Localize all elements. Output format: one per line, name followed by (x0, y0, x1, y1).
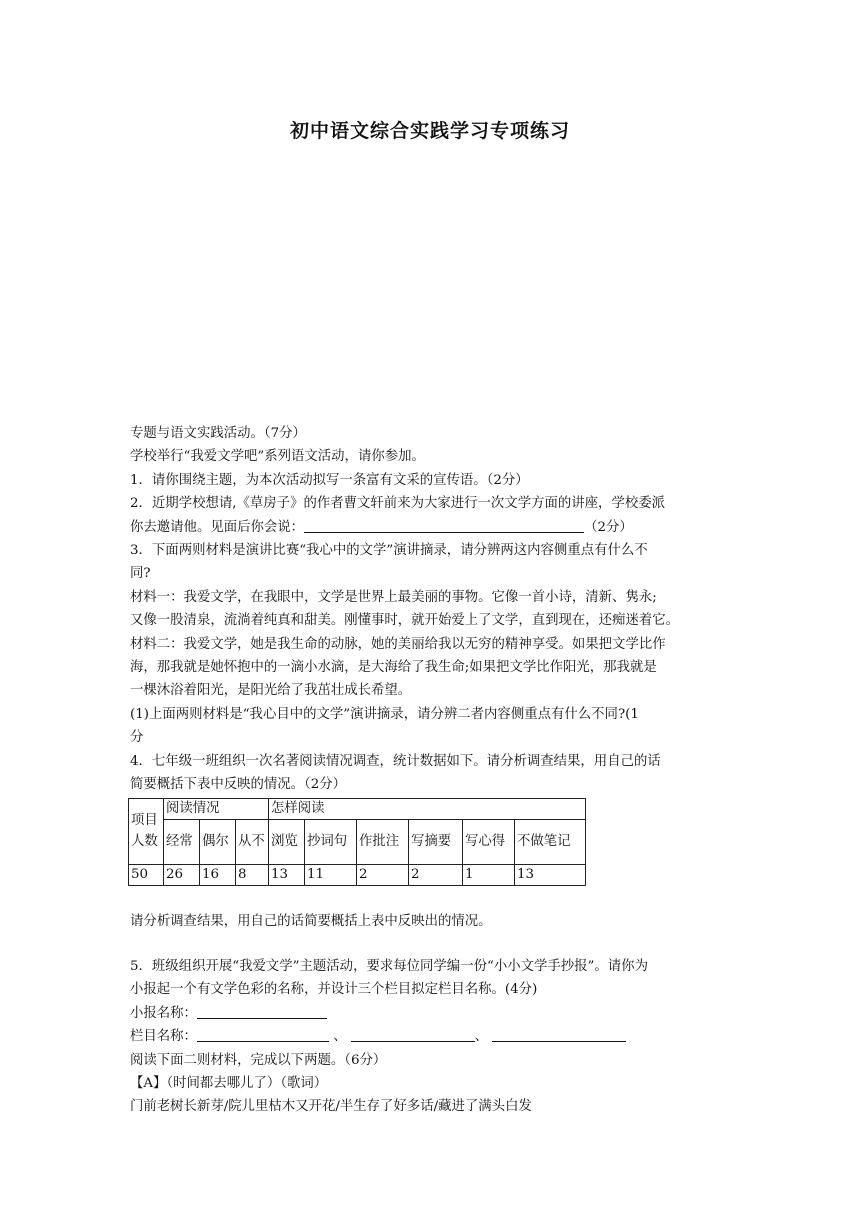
separator: 、 (328, 1029, 347, 1045)
material-2-line3: 一棵沐浴着阳光，是阳光给了我茁壮成长希望。 (130, 683, 412, 699)
material-a-heading: 【A】（时间都去哪儿了）（歌词） (130, 1075, 328, 1091)
material-2-line1: 材料二：我爱文学，她是我生命的动脉，她的美丽给我以无穷的精神享受。如果把文学比作 (130, 636, 666, 652)
table-cell: 26 (164, 864, 200, 885)
table-cell: 16 (200, 864, 236, 885)
question-5-line1: 5．班级组织开展“我爱文学”主题活动，要求每位同学编一份“小小文学手抄报”。请你为 (130, 958, 648, 974)
table-subheader-row (129, 819, 586, 864)
table-header-cell: 项目人数 (129, 798, 164, 864)
question-4-line1: 4．七年级一班组织一次名著阅读情况调查，统计数据如下。请分析调查结果，用自己的话 (130, 753, 661, 769)
reading-instruction: 阅读下面二则材料，完成以下两题。（6分） (130, 1052, 387, 1068)
table-header-row (129, 798, 586, 819)
material-1-line2: 又像一股清泉，流淌着纯真和甜美。刚懂事时，就开始爱上了文学，直到现在，还痴迷着它。 (130, 613, 680, 629)
newspaper-name-line (130, 1002, 732, 1025)
table-header-cell: 浏览 (269, 819, 305, 864)
material-1-line1: 材料一：我爱文学，在我眼中，文学是世界上最美丽的事物。它像一首小诗，清新、隽永; (130, 589, 657, 605)
table-header-cell: 从不 (236, 819, 269, 864)
newspaper-name-label: 小报名称： (130, 1005, 197, 1021)
question-2-prompt: 你去邀请他。见面后你会说： (130, 519, 305, 535)
table-cell: 2 (409, 864, 463, 885)
table-header-cell: 写摘要 (409, 819, 463, 864)
table-group-header: 怎样阅读 (269, 798, 586, 819)
question-2-line2 (130, 516, 732, 539)
document-body (130, 422, 732, 1119)
table-header-cell: 偶尔 (200, 819, 236, 864)
question-2-line1: 2．近期学校想请,《草房子》的作者曹文轩前来为大家进行一次文学方面的讲座，学校委派 (130, 496, 666, 512)
material-2-line2: 海，那我就是她怀抱中的一滴小水滴，是大海给了我生命;如果把文学比作阳光，那我就是 (130, 660, 657, 676)
table-header-cell: 不做笔记 (515, 819, 586, 864)
question-4-line2: 简要概括下表中反映的情况。（2分） (130, 777, 347, 793)
table-cell: 50 (129, 864, 164, 885)
column-name-blank-3[interactable] (492, 1027, 626, 1042)
table-cell: 2 (357, 864, 409, 885)
question-1: 1．请你围绕主题，为本次活动拟写一条富有文采的宣传语。（2分） (130, 472, 529, 488)
table-cell: 13 (515, 864, 586, 885)
table-row (129, 864, 586, 885)
separator: 、 (474, 1029, 488, 1045)
survey-table (128, 798, 586, 886)
column-names-line (130, 1025, 732, 1048)
table-header-cell: 经常 (164, 819, 200, 864)
question-4-instruction: 请分析调查结果，用自己的话简要概括上表中反映出的情况。 (130, 913, 492, 929)
section-heading: 专题与语文实践活动。（7分） (130, 426, 306, 441)
question-3-line2: 同? (130, 566, 151, 582)
table-cell: 11 (305, 864, 357, 885)
table-group-header: 阅读情况 (164, 798, 269, 819)
table-cell: 8 (236, 864, 269, 885)
question-3-line1: 3．下面两则材料是演讲比赛“我心中的文学”演讲摘录，请分辨两这内容侧重点有什么不 (130, 543, 648, 559)
sub-question-1-line1: (1)上面两则材料是“我心目中的文学”演讲摘录，请分辨二者内容侧重点有什么不同?(1 (130, 706, 639, 722)
column-name-blank-2[interactable] (351, 1027, 475, 1042)
question-5-line2: 小报起一个有文学色彩的名称，并设计三个栏目拟定栏目名称。(4分) (130, 982, 538, 998)
answer-blank[interactable] (304, 518, 584, 533)
table-header-cell: 抄词句 (305, 819, 357, 864)
intro-line: 学校举行“我爱文学吧”系列语文活动，请你参加。 (130, 449, 425, 465)
page-title: 初中语文综合实践学习专项练习 (289, 120, 570, 142)
table-cell: 1 (463, 864, 515, 885)
newspaper-name-blank[interactable] (197, 1004, 327, 1019)
table-cell: 13 (269, 864, 305, 885)
table-header-cell: 作批注 (357, 819, 409, 864)
column-names-label: 栏目名称： (130, 1029, 197, 1045)
lyrics-line: 门前老树长新芽/院儿里枯木又开花/半生存了好多话/藏进了满头白发 (130, 1099, 532, 1115)
table-header-cell: 写心得 (463, 819, 515, 864)
sub-question-1-line2: 分 (130, 730, 144, 746)
question-2-points: （2分） (584, 519, 633, 535)
column-name-blank-1[interactable] (197, 1027, 329, 1042)
